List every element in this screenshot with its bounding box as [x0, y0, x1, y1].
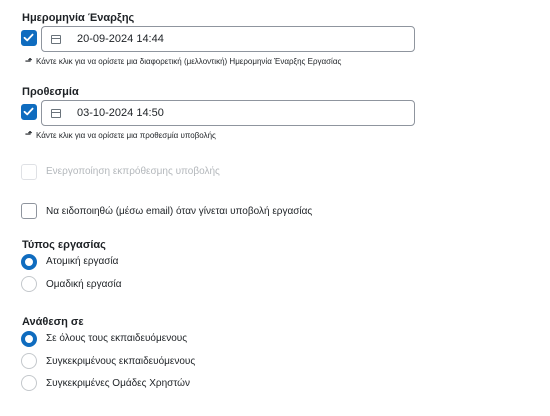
deadline-field[interactable]: [41, 100, 415, 126]
radio-assign-specific-students[interactable]: [21, 353, 37, 369]
checkmark-icon: [22, 31, 35, 44]
radio-assign-all[interactable]: [21, 331, 37, 347]
assignment-type-label: Τύπος εργασίας: [22, 239, 106, 251]
radio-assign-all-label: Σε όλους τους εκπαιδευόμενους: [46, 333, 188, 344]
deadline-hint[interactable]: Κάντε κλικ για να ορίσετε μια προθεσμία υποβολής: [36, 131, 216, 140]
start-date-label: Ημερομηνία Έναρξης: [22, 12, 135, 24]
late-submission-label: Ενεργοποίηση εκπρόθεσμης υποβολής: [46, 166, 220, 177]
deadline-value: 03-10-2024 14:50: [77, 107, 164, 119]
radio-individual-label: Ατομική εργασία: [46, 256, 119, 267]
late-submission-checkbox[interactable]: [21, 164, 37, 180]
deadline-enable-checkbox[interactable]: [21, 104, 37, 120]
arrow-up-icon: ⬏: [25, 56, 33, 66]
calendar-icon: [51, 35, 61, 44]
checkmark-icon: [22, 105, 35, 118]
arrow-up-icon: ⬏: [25, 129, 33, 139]
radio-group-label: Ομαδική εργασία: [46, 279, 122, 290]
radio-assign-user-groups-label: Συγκεκριμένες Ομάδες Χρηστών: [46, 378, 190, 389]
notify-email-checkbox[interactable]: [21, 203, 37, 219]
radio-group-assignment[interactable]: [21, 276, 37, 292]
calendar-icon: [51, 109, 61, 118]
start-date-value: 20-09-2024 14:44: [77, 33, 164, 45]
radio-assign-specific-students-label: Συγκεκριμένους εκπαιδευόμενους: [46, 356, 196, 367]
assign-to-label: Ανάθεση σε: [22, 316, 84, 328]
radio-individual-assignment[interactable]: [21, 254, 37, 270]
start-date-field[interactable]: [41, 26, 415, 52]
start-date-enable-checkbox[interactable]: [21, 30, 37, 46]
deadline-label: Προθεσμία: [22, 86, 79, 98]
start-date-hint[interactable]: Κάντε κλικ για να ορίσετε μια διαφορετική (μελλοντική) Ημερομηνία Έναρξης Εργασίας: [36, 57, 342, 66]
radio-assign-user-groups[interactable]: [21, 375, 37, 391]
notify-email-label: Να ειδοποιηθώ (μέσω email) όταν γίνεται υποβολή εργασίας: [46, 206, 313, 217]
